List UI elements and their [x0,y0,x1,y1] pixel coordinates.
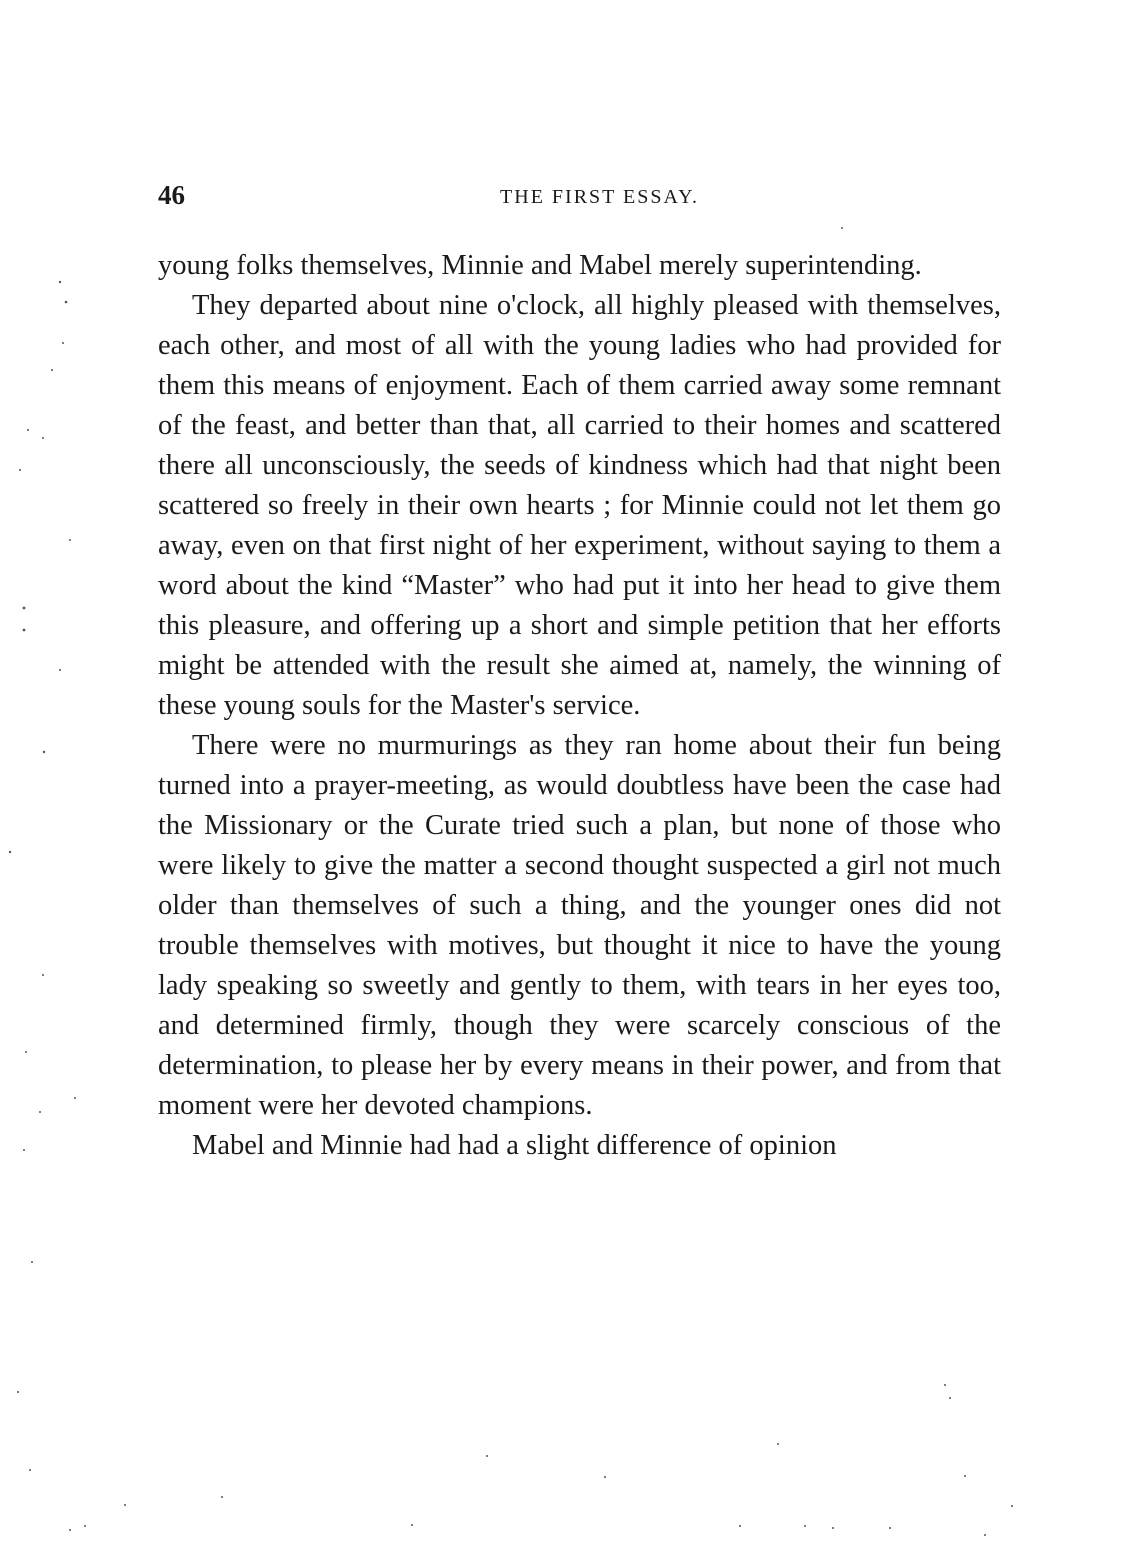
paragraph: Mabel and Minnie had had a slight difference of opinion [192,1130,837,1161]
page-number: 46 [158,180,185,210]
paragraph-continued: young folks themselves, Minnie and Mabel merely superintending. [158,250,922,281]
paragraph: They departed about nine o'clock, all highly pleased with themselves, each other, and most of all with the young ladies who had provided for them this means of enjoyment. Each of them carried away some remnant of the feast, and better than that, all carried to their homes and scattered there all unconsciously, the seeds of kindness which had that night been scattered so freely in their own hearts ; for Minnie could not let them go away, even on that first night of her experiment, without saying to them a word about the kind “Master” who had put it into her head to give them this pleasure, and offering up a short and simple petition that her efforts might be attended with the result she aimed at, namely, the winning of these young souls for the Master's service. [158,290,1001,721]
body-text [158,246,1001,1166]
running-head: THE FIRST ESSAY. [500,186,699,208]
page-header [158,180,1001,220]
paragraph: There were no murmurings as they ran home about their fun being turned into a prayer-meeting, as would doubtless have been the case had the Missionary or the Curate tried such a plan, but none of those who were likely to give the matter a second thought suspected a girl not much older than themselves of such a thing, and the younger ones did not trouble themselves with motives, but thought it nice to have the young lady speaking so sweetly and gently to them, with tears in her eyes too, and determined firmly, though they were scarcely conscious of the determination, to please her by every means in their power, and from that moment were her devoted champions. [158,730,1001,1121]
